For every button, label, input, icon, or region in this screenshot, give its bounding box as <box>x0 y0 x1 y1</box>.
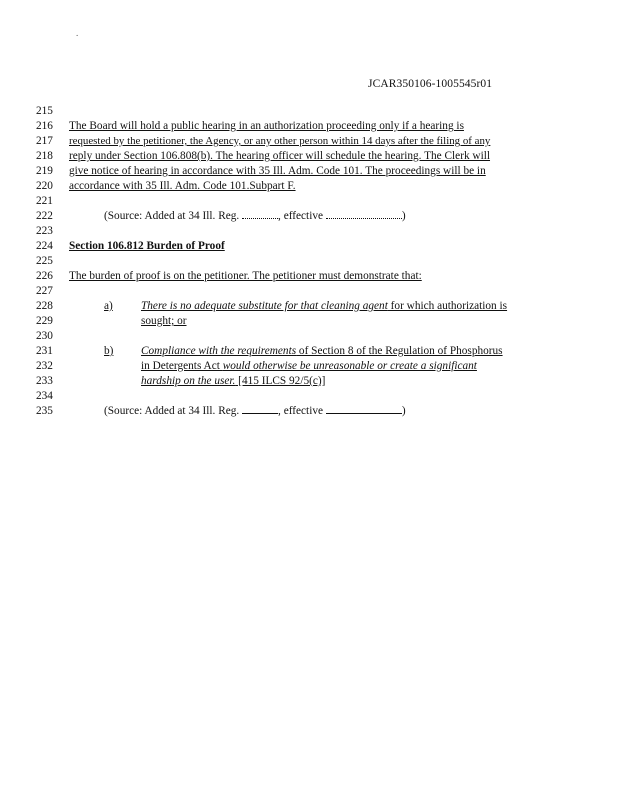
line-number: 232 <box>36 360 53 372</box>
item-text-italic: would otherwise be unreasonable or create a significant <box>222 360 477 372</box>
blank-field <box>242 413 278 414</box>
line-number: 219 <box>36 165 53 177</box>
item-label: a) <box>104 300 113 312</box>
blank-field <box>242 218 278 219</box>
line-number: 230 <box>36 330 53 342</box>
source-note <box>104 405 406 417</box>
line-number: 218 <box>36 150 53 162</box>
section-heading: Section 106.812 Burden of Proof <box>69 240 225 252</box>
source-mid: , effective <box>278 210 326 222</box>
item-text <box>141 375 325 387</box>
line-number: 216 <box>36 120 53 132</box>
source-end: ) <box>401 210 406 222</box>
line-number: 226 <box>36 270 53 282</box>
line-text: sought; or <box>141 315 187 327</box>
line-text: reply under Section 106.808(b). The hearing officer will schedule the hearing. The Clerk will <box>69 150 491 162</box>
source-note <box>104 210 406 222</box>
page-mark: . <box>76 28 79 38</box>
item-label: b) <box>104 345 114 357</box>
item-text-plain: for which authorization is <box>387 300 508 312</box>
line-text: give notice of hearing in accordance with 35 Ill. Adm. Code 101. The proceedings will be in <box>69 165 486 177</box>
item-text-plain: of Section 8 of the Regulation of Phosphorus <box>296 345 503 357</box>
line-number: 220 <box>36 180 53 192</box>
item-text <box>141 360 477 372</box>
item-text-italic: hardship on the user. <box>141 375 236 387</box>
line-number: 228 <box>36 300 53 312</box>
document-id-header: JCAR350106-1005545r01 <box>368 78 493 90</box>
source-prefix: (Source: Added at 34 Ill. Reg. <box>104 210 243 222</box>
line-number: 234 <box>36 390 53 402</box>
source-mid: , effective <box>278 405 326 417</box>
item-text <box>141 345 503 357</box>
line-number: 222 <box>36 210 53 222</box>
line-number: 233 <box>36 375 53 387</box>
line-number: 223 <box>36 225 53 237</box>
line-number: 221 <box>36 195 53 207</box>
blank-field <box>326 413 402 414</box>
line-text: The Board will hold a public hearing in an authorization proceeding only if a hearing is <box>69 120 464 132</box>
line-number: 217 <box>36 135 53 147</box>
source-prefix: (Source: Added at 34 Ill. Reg. <box>104 405 243 417</box>
item-text-italic: Compliance with the requirements <box>141 345 297 357</box>
line-number: 227 <box>36 285 53 297</box>
line-text: requested by the petitioner, the Agency, or any other person within 14 days after the filing of any <box>69 135 491 147</box>
item-text <box>141 300 507 312</box>
line-number: 225 <box>36 255 53 267</box>
line-number: 231 <box>36 345 53 357</box>
item-text-plain: in Detergents Act <box>141 360 223 372</box>
line-number: 215 <box>36 105 53 117</box>
item-text-italic: There is no adequate substitute for that cleaning agent <box>141 300 388 312</box>
item-text-plain: [415 ILCS 92/5(c)] <box>235 375 326 387</box>
blank-field <box>326 218 402 219</box>
line-number: 224 <box>36 240 53 252</box>
source-end: ) <box>401 405 406 417</box>
line-number: 229 <box>36 315 53 327</box>
line-text: The burden of proof is on the petitioner. The petitioner must demonstrate that: <box>69 270 422 282</box>
line-number: 235 <box>36 405 53 417</box>
line-text: accordance with 35 Ill. Adm. Code 101.Subpart F. <box>69 180 296 192</box>
